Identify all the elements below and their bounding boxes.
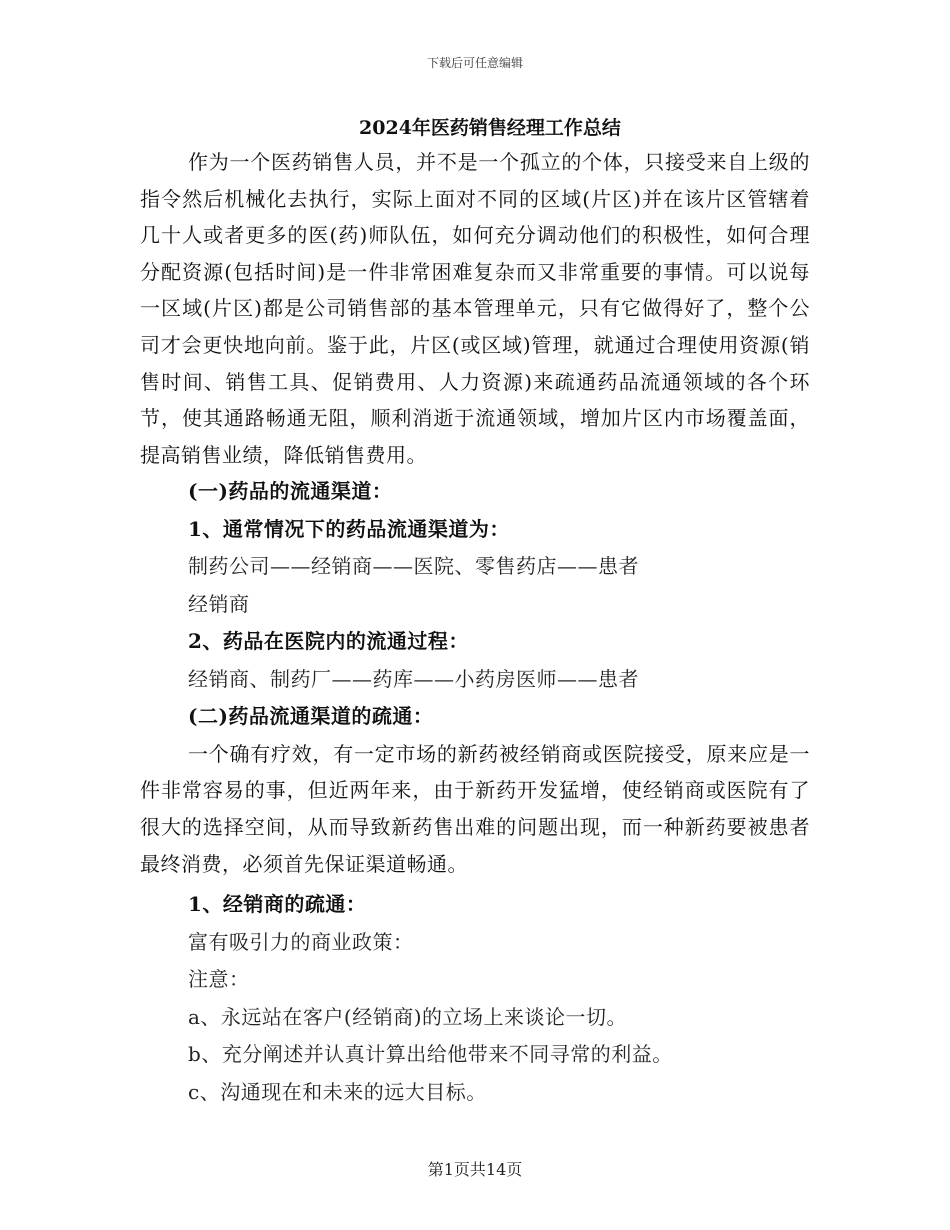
section2-paragraph: 一个确有疗效，有一定市场的新药被经销商或医院接受，原来应是一件非常容易的事，但近两年来，由于新药开发猛增，使经销商或医院有了很大的选择空间，从而导致新药售出难的问题出现，而一种新药要被患者最终消费，必须首先保证渠道畅通。 (140, 741, 810, 876)
section2-heading: (二)药品流通渠道的疏通： (188, 704, 434, 729)
section1-heading: (一)药品的流通渠道： (188, 479, 393, 504)
intro-paragraph: 作为一个医药销售人员，并不是一个孤立的个体，只接受来自上级的指令然后机械化去执行，实际上面对不同的区域(片区)并在该片区管辖着几十人或者更多的医(药)师队伍，如何充分调动他们的积极性，如何合理分配资源(包括时间)是一件非常困难复杂而又非常重要的事情。可以说每一区域(片区)都是公司销售部的基本管理单元，只有它做得好了，整个公司才会更快地向前。鉴于此，片区(或区域)管理，就通过合理使用资源(销售时间、销售工具、促销费用、人力资源)来疏通药品流通领域的各个环节，使其通路畅通无阻，顺利消逝于流通领域，增加片区内市场覆盖面，提高销售业绩，降低销售费用。 (140, 150, 810, 467)
sub3-line1: 富有吸引力的商业政策： (188, 929, 414, 954)
sub3-line2: 注意： (188, 967, 250, 992)
page-header-note: 下载后可任意编辑 (426, 56, 523, 70)
sub1-line2: 经销商 (188, 591, 250, 616)
document-body (140, 112, 810, 1111)
list-item-c: c、沟通现在和未来的远大目标。 (188, 1079, 487, 1104)
sub2-heading: 2、药品在医院内的流通过程： (188, 629, 469, 654)
sub1-line1: 制药公司——经销商——医院、零售药店——患者 (188, 554, 639, 579)
sub2-line1: 经销商、制药厂——药库——小药房医师——患者 (188, 666, 639, 691)
list-item-a: a、永远站在客户(经销商)的立场上来谈论一切。 (188, 1004, 628, 1029)
sub1-heading: 1、通常情况下的药品流通渠道为： (188, 516, 510, 541)
sub3-heading: 1、经销商的疏通： (188, 892, 367, 917)
page-footer-number: 第1页共14页 (427, 1160, 523, 1179)
document-title: 2024年医药销售经理工作总结 (359, 117, 621, 139)
list-item-b: b、充分阐述并认真计算出给他带来不同寻常的利益。 (188, 1042, 673, 1067)
